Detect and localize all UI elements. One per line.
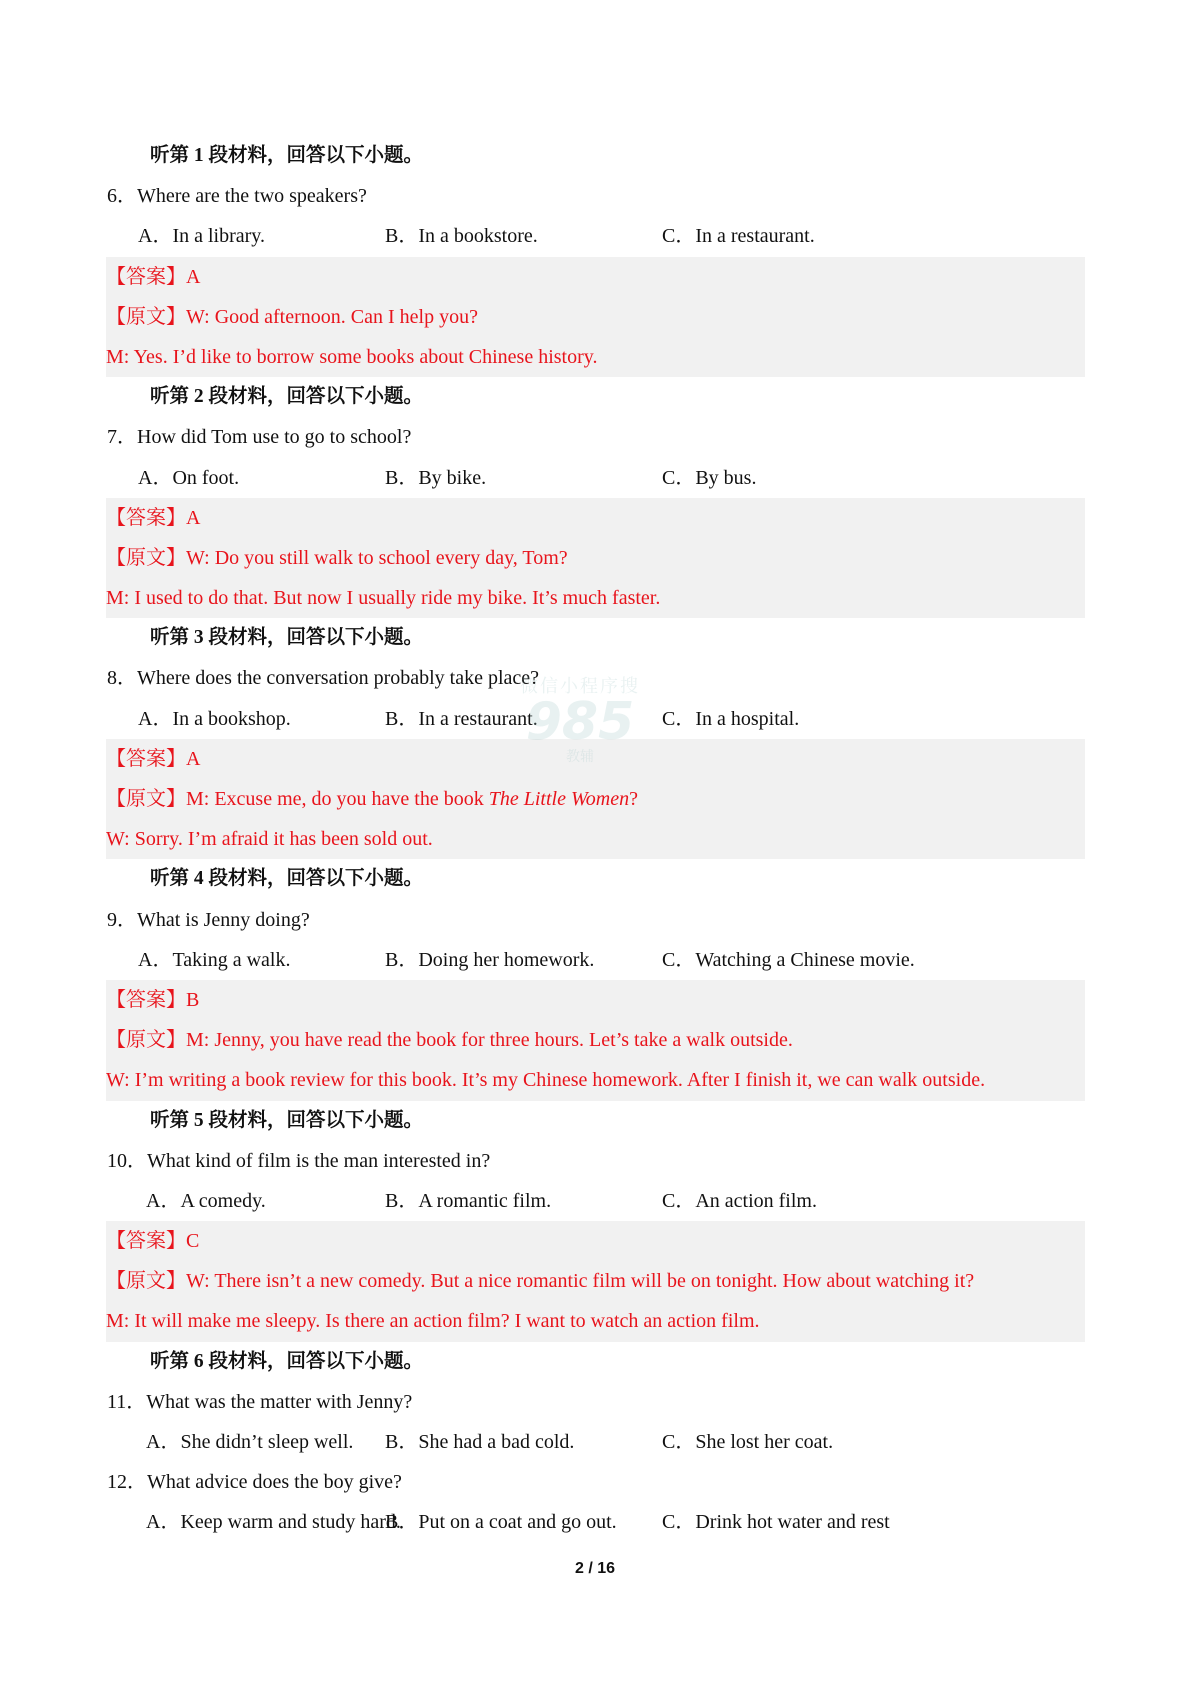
options-row	[0, 216, 1190, 256]
answer-box	[106, 257, 1085, 378]
option-b: B．She had a bad cold.	[385, 1431, 575, 1453]
question-number: 12．	[107, 1471, 147, 1494]
transcript-line: M: It will make me sleepy. Is there an action film? I want to watch an action film.	[106, 1310, 760, 1333]
answer-value: A	[186, 506, 201, 529]
transcript-line: M: Yes. I’d like to borrow some books about Chinese history.	[106, 345, 598, 368]
section-heading: 听第 3 段材料，回答以下小题。	[150, 627, 424, 649]
question-text: What was the matter with Jenny?	[146, 1390, 413, 1413]
option-c: C．In a restaurant.	[662, 225, 815, 248]
option-b: B．Doing her homework.	[385, 948, 595, 971]
answer-line	[106, 980, 1085, 1020]
option-b: B．In a restaurant.	[385, 707, 538, 730]
transcript-text: M: Excuse me, do you have the book The Little Women?	[186, 788, 638, 810]
question	[0, 1382, 1190, 1422]
answer-box	[106, 498, 1085, 619]
watermark-number: 985	[525, 692, 635, 752]
option-c: C．An action film.	[662, 1189, 817, 1212]
document-body	[0, 136, 1190, 1543]
book-title: The Little Women	[488, 788, 630, 810]
answer-line	[106, 498, 1085, 538]
transcript-line	[106, 538, 1085, 578]
options-row	[0, 699, 1190, 739]
question-number: 8．	[107, 667, 137, 690]
question-number: 7．	[107, 426, 137, 449]
option-c: C．Watching a Chinese movie.	[662, 948, 915, 971]
options-row	[0, 458, 1190, 498]
transcript-line	[106, 1020, 1085, 1060]
question-number: 10．	[107, 1149, 147, 1172]
answer-label: 【答案】	[106, 988, 186, 1011]
watermark-subtext: 教辅	[566, 749, 594, 765]
answer-value: C	[186, 1230, 200, 1253]
answer-label: 【答案】	[106, 506, 186, 529]
question-text: What advice does the boy give?	[147, 1471, 402, 1494]
option-a: A．In a bookshop.	[138, 707, 291, 730]
transcript-line	[106, 297, 1085, 337]
question-text: Where are the two speakers?	[137, 185, 367, 208]
question-text: How did Tom use to go to school?	[137, 426, 412, 449]
transcript-text: M: Jenny, you have read the book for three hours. Let’s take a walk outside.	[186, 1029, 793, 1052]
options-row	[0, 1422, 1190, 1462]
option-a: A．A comedy.	[146, 1189, 266, 1212]
option-b: B．By bike.	[385, 466, 487, 489]
question	[0, 658, 1190, 698]
question-number: 11．	[107, 1390, 147, 1413]
options-row	[0, 1502, 1190, 1542]
question-number: 6．	[107, 185, 137, 208]
option-c: C．By bus.	[662, 466, 757, 489]
answer-value: A	[186, 747, 201, 770]
answer-label: 【答案】	[106, 265, 186, 288]
answer-label: 【答案】	[106, 747, 186, 770]
answer-box	[106, 739, 1085, 860]
question	[0, 1141, 1190, 1181]
options-row	[0, 1181, 1190, 1221]
answer-box	[106, 1221, 1085, 1342]
option-a: A．She didn’t sleep well.	[146, 1431, 354, 1453]
option-a: A．Taking a walk.	[138, 948, 291, 971]
option-c: C．In a hospital.	[662, 707, 800, 730]
question-text: Where does the conversation probably take place?	[137, 667, 540, 690]
option-b: B．A romantic film.	[385, 1189, 552, 1212]
page-number: 2 / 16	[574, 1560, 616, 1577]
transcript-line: W: I’m writing a book review for this book. It’s my Chinese homework. After I finish it, we can walk outside.	[106, 1069, 986, 1092]
transcript-line: W: Sorry. I’m afraid it has been sold out.	[106, 828, 433, 851]
answer-line	[106, 257, 1085, 297]
question	[0, 176, 1190, 216]
question-number: 9．	[107, 908, 137, 931]
transcript-label: 【原文】	[106, 788, 186, 810]
transcript-text: W: There isn’t a new comedy. But a nice romantic film will be on tonight. How about watching it?	[186, 1270, 975, 1293]
transcript-line: M: I used to do that. But now I usually ride my bike. It’s much faster.	[106, 587, 661, 610]
question	[0, 1462, 1190, 1502]
option-c: C．Drink hot water and rest	[662, 1511, 890, 1534]
question	[0, 417, 1190, 457]
transcript-label: 【原文】	[106, 305, 186, 328]
transcript-text: W: Good afternoon. Can I help you?	[186, 305, 478, 328]
transcript-label: 【原文】	[106, 1029, 186, 1052]
answer-value: A	[186, 265, 201, 288]
option-a: A．Keep warm and study hard.	[146, 1511, 401, 1534]
question-text: What kind of film is the man interested in?	[147, 1149, 491, 1172]
option-a: A．In a library.	[138, 225, 265, 248]
transcript-line	[106, 779, 1085, 819]
question-text: What is Jenny doing?	[137, 908, 310, 931]
answer-line	[106, 739, 1085, 779]
section-heading: 听第 5 段材料，回答以下小题。	[150, 1109, 424, 1131]
option-c: C．She lost her coat.	[662, 1431, 834, 1453]
answer-line	[106, 1221, 1085, 1261]
answer-box	[106, 980, 1085, 1101]
question	[0, 900, 1190, 940]
section-heading: 听第 4 段材料，回答以下小题。	[150, 868, 424, 890]
transcript-line	[106, 1261, 1085, 1301]
section-heading: 听第 1 段材料，回答以下小题。	[150, 145, 424, 166]
answer-value: B	[186, 988, 200, 1011]
section-heading: 听第 6 段材料，回答以下小题。	[150, 1350, 424, 1372]
option-b: B．Put on a coat and go out.	[385, 1511, 617, 1534]
watermark-text: 微信小程序搜	[520, 676, 640, 697]
options-row	[0, 940, 1190, 980]
option-b: B．In a bookstore.	[385, 225, 538, 248]
transcript-text: W: Do you still walk to school every day, Tom?	[186, 546, 568, 569]
transcript-label: 【原文】	[106, 546, 186, 569]
option-a: A．On foot.	[138, 466, 240, 489]
transcript-label: 【原文】	[106, 1270, 186, 1293]
answer-label: 【答案】	[106, 1230, 186, 1253]
section-heading: 听第 2 段材料，回答以下小题。	[150, 386, 424, 408]
